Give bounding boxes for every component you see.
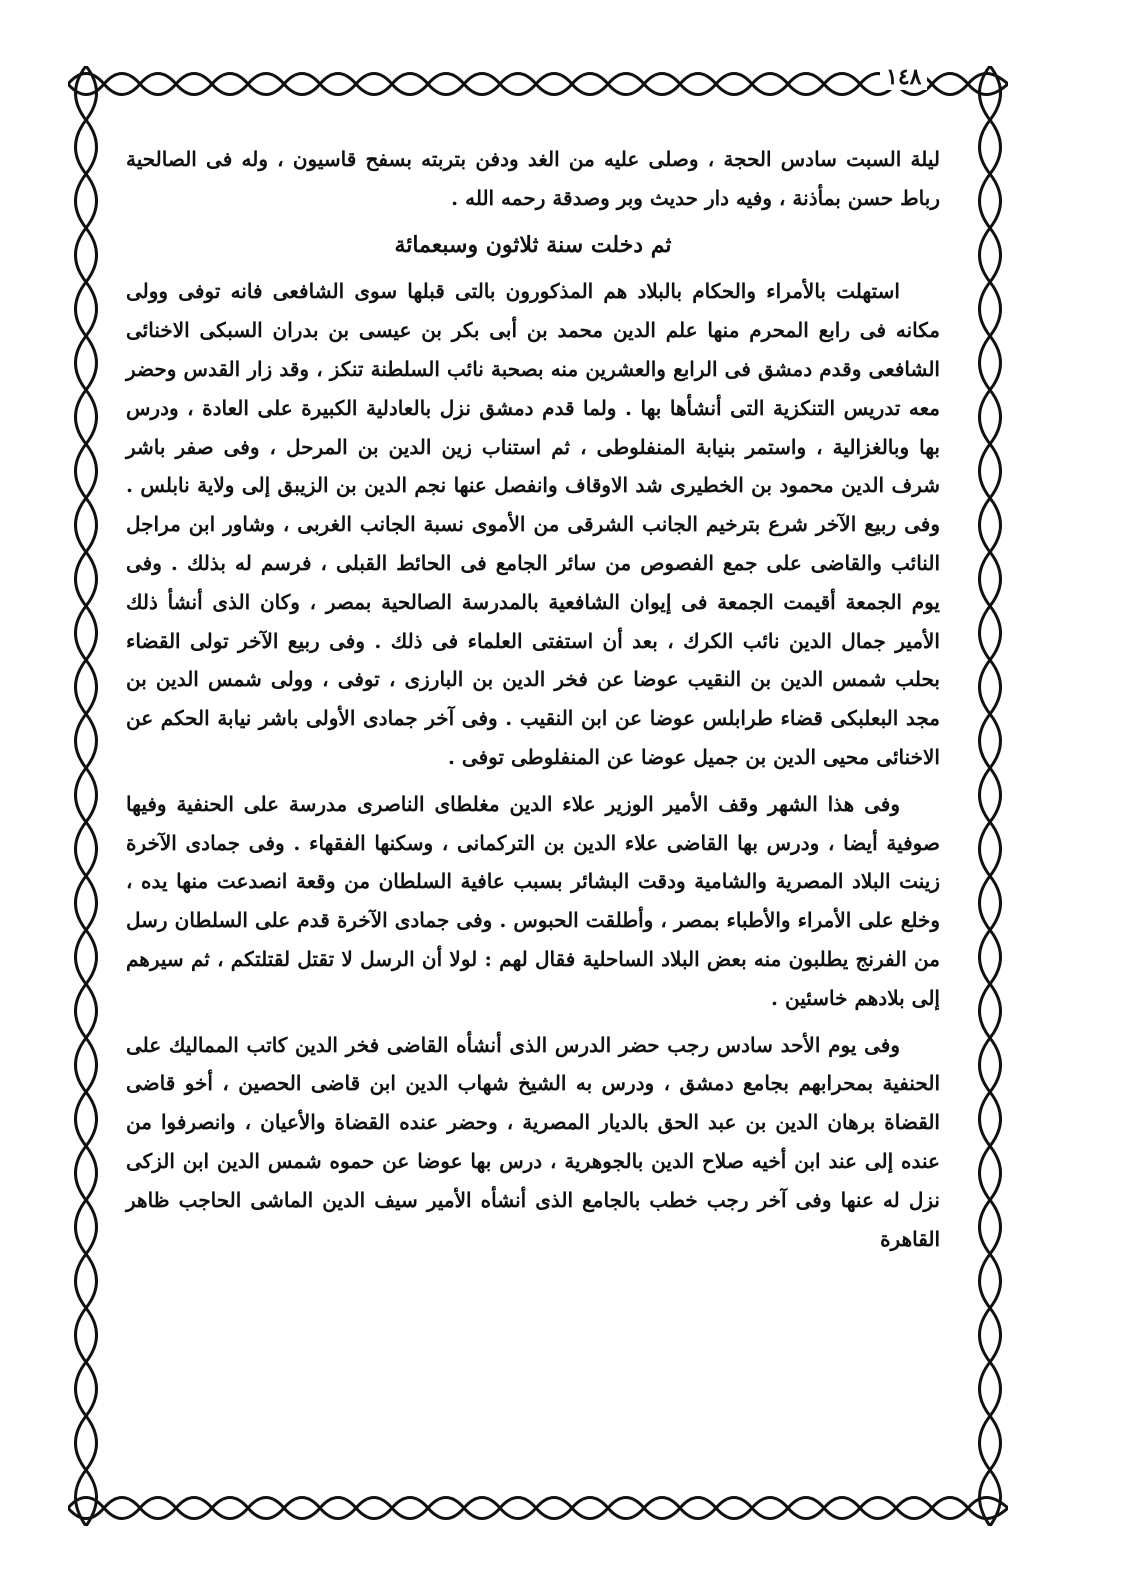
ornamental-border-left xyxy=(68,66,104,1526)
paragraph: وفى هذا الشهر وقف الأمير الوزير علاء الدين مغلطاى الناصرى مدرسة على الحنفية وفيها صوفية أيضا ، ودرس بها القاضى علاء الدين بن التركمانى ، وسكنها الفقهاء . وفى جمادى الآخرة زينت البلاد المصرية والشامية ودقت البشائر بسبب عافية السلطان من وقعة انصدعت منها يده ، وخلع على الأمراء والأطباء بمصر ، وأطلقت الحبوس . وفى جمادى الآخرة قدم على السلطان رسل من الفرنج يطلبون منه بعض البلاد الساحلية فقال لهم : لولا أن الرسل لا تقتل لقتلتكم ، ثم سيرهم إلى بلادهم خاسئين . xyxy=(126,791,940,1010)
ornamental-border-right xyxy=(972,66,1008,1526)
ornamental-border-bottom xyxy=(68,1490,1008,1526)
page-text xyxy=(126,140,940,1266)
paragraph: استهلت بالأمراء والحكام بالبلاد هم المذكورون بالتى قبلها سوى الشافعى فانه توفى وولى مكانه فى رابع المحرم منها علم الدين محمد بن أبى بكر بن عيسى بن بدران السبكى الاخنائى الشافعى وقدم دمشق فى الرابع والعشرين منه بصحبة نائب السلطنة تنكز ، وقد زار القدس وحضر معه تدريس التنكزية التى أنشأها بها . ولما قدم دمشق نزل بالعادلية الكبيرة على العادة ، ودرس بها وبالغزالية ، واستمر بنيابة المنفلوطى ، ثم استناب زين الدين بن المرحل ، وفى صفر باشر شرف الدين محمود بن الخطيرى شد الاوقاف وانفصل عنها نجم الدين بن الزيبق إلى ولاية نابلس . وفى ربيع الآخر شرع بترخيم الجانب الشرقى من الأموى نسبة الجانب الغربى ، وشاور ابن مراجل النائب والقاضى على جمع الفصوص من سائر الجامع فى الحائط القبلى ، فرسم له بذلك . وفى يوم الجمعة أقيمت الجمعة فى إيوان الشافعية بالمدرسة الصالحية بمصر ، وكان الذى أنشأ ذلك الأمير جمال الدين نائب الكرك ، بعد أن استفتى العلماء فى ذلك . وفى ربيع الآخر تولى القضاء بحلب شمس الدين بن النقيب عوضا عن فخر الدين بن البارزى ، توفى ، وولى شمس الدين بن مجد البعلبكى قضاء طرابلس عوضا عن ابن النقيب . وفى آخر جمادى الأولى باشر نيابة الحكم عن الاخنائى محيى الدين بن جميل عوضا عن المنفلوطى توفى . xyxy=(126,279,940,769)
paragraph: وفى يوم الأحد سادس رجب حضر الدرس الذى أنشأه القاضى فخر الدين كاتب المماليك على الحنفية بمحرابهم بجامع دمشق ، ودرس به الشيخ شهاب الدين ابن قاضى الحصين ، أخو قاضى القضاة برهان الدين بن عبد الحق بالديار المصرية ، وحضر عنده القضاة والأعيان ، وانصرفوا من عنده إلى عند ابن أخيه صلاح الدين بالجوهرية ، درس بها عوضا عن حموه شمس الدين ابن الزكى نزل له عنها وفى آخر رجب خطب بالجامع الذى أنشأه الأمير سيف الدين الماشى الحاجب ظاهر القاهرة xyxy=(126,1032,940,1251)
paragraph: ليلة السبت سادس الحجة ، وصلى عليه من الغد ودفن بتربته بسفح قاسيون ، وله فى الصالحية رباط حسن بمأذنة ، وفيه دار حديث وبر وصدقة رحمه الله . xyxy=(126,147,940,210)
ornamental-border-top xyxy=(68,66,1008,102)
section-heading: ثم دخلت سنة ثلاثون وسبعمائة xyxy=(394,231,672,258)
page-number: ١٤٨ xyxy=(880,64,927,90)
